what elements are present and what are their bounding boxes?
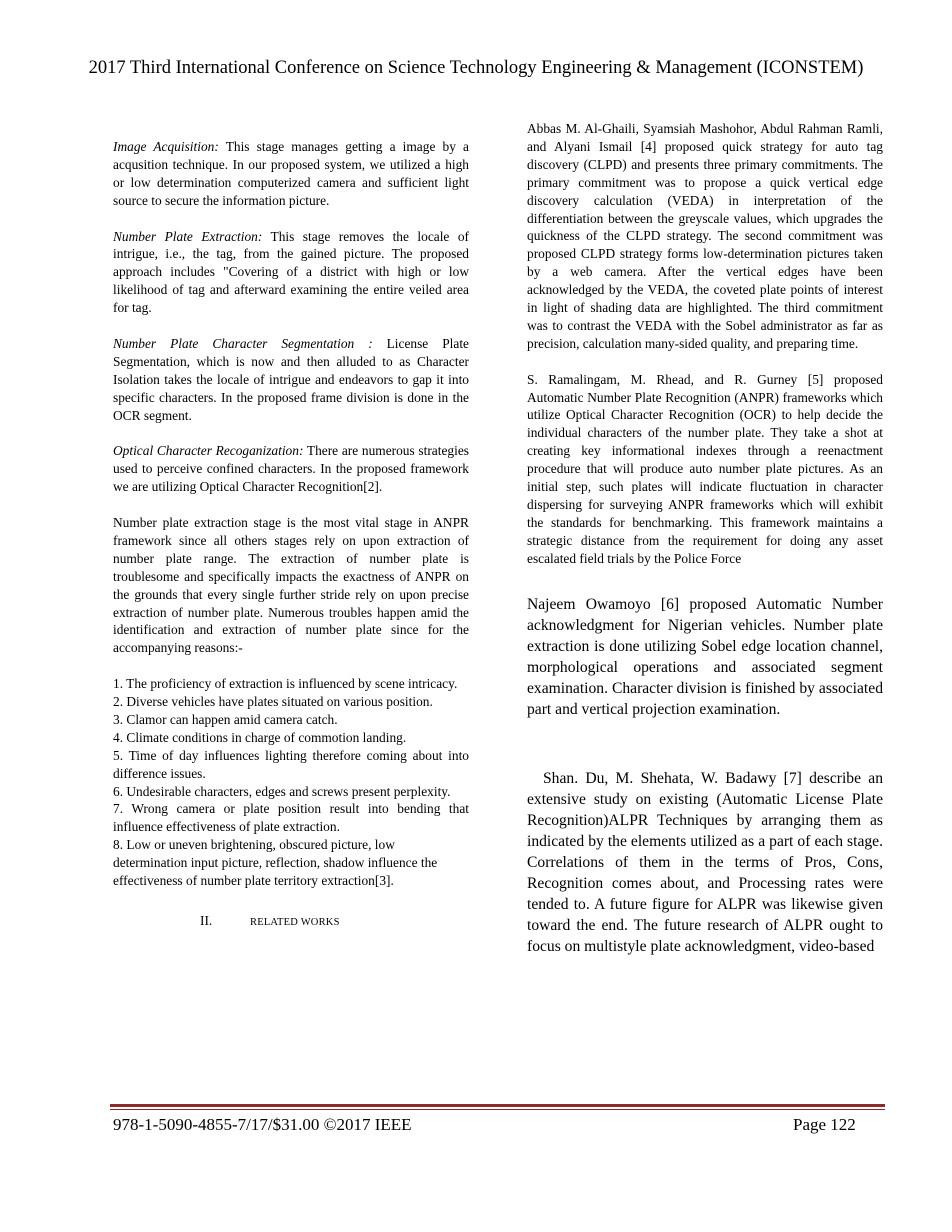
section-number: II. xyxy=(200,912,213,928)
paragraph-text: License Plate Segmentation, which is now and then alluded to as Character Isolation takes the locale of intrigue and endeavors to gap it into specific characters. In the proposed frame division is done in the OCR segment. xyxy=(113,335,469,423)
list-item: 1. The proficiency of extraction is influenced by scene intricacy. xyxy=(113,676,458,692)
paragraph-lead: Image Acquisition: xyxy=(113,139,219,154)
footer-isbn: 978-1-5090-4855-7/17/$31.00 ©2017 IEEE xyxy=(113,1115,412,1134)
section-title: RELATED WORKS xyxy=(250,916,340,928)
paragraph-lead: Number Plate Extraction: xyxy=(113,228,263,244)
right-column xyxy=(527,120,883,957)
list-item: 2. Diverse vehicles have plates situated on various position. xyxy=(113,694,433,710)
section-heading xyxy=(113,912,469,932)
paragraph-du-shehata: Shan. Du, M. Shehata, W. Badawy [7] describe an extensive study on existing (Automatic License Plate Recognition)ALPR Techniques by arranging them as indicated by the elements utilized as a part of each stage. Correlations of them in the terms of Pros, Cons, Recognition comes about, and Processing rates were tended to. A future figure for ALPR was likewise given toward the end. The future research of ALPR ought to focus on multistyle plate acknowledgment, video-based xyxy=(527,769,883,955)
paragraph-character-segmentation xyxy=(113,335,469,425)
paragraph-image-acquisition xyxy=(113,138,469,210)
list-item: 5. Time of day influences lighting therefore coming about into difference issues. xyxy=(113,747,469,781)
list-item: 7. Wrong camera or plate position result into bending that influence effectiveness of plate extraction. xyxy=(113,801,469,835)
paragraph-ramalingam: S. Ramalingam, M. Rhead, and R. Gurney [5] proposed Automatic Number Plate Recognition (ANPR) frameworks which utilize Optical Character Recognition (OCR) to help decide the individual characters of the number plate. They take a shot at creating key informational indexes through a reenactment procedure that will produce auto number plate pictures. As an initial step, such plates will indicate fluctuation in character dispersing for surveying ANPR frameworks which will exhibit the standards for benchmarking. This framework maintains a strategic distance from the requirement for doing any asset escalated field trials by the Police Force xyxy=(527,371,883,566)
page-number: Page 122 xyxy=(793,1115,856,1134)
list-item: 6. Undesirable characters, edges and screws present perplexity. xyxy=(113,783,451,799)
paragraph-text: There are numerous strategies used to perceive confined characters. In the proposed framework we are utilizing Optical Character Recognition[2]. xyxy=(113,443,469,495)
paragraph-lead: Number Plate Character Segmentation : xyxy=(113,335,373,351)
paragraph-owamoyo: Najeem Owamoyo [6] proposed Automatic Number acknowledgment for Nigerian vehicles. Number plate extraction is done utilizing Sobel edge location channel, morphological operations and associated segment examination. Character division is finished by associated part and vertical projection examination. xyxy=(527,595,883,718)
paragraph-text: This stage removes the locale of intrigue, i.e., the tag, from the gained picture. The proposed approach includes "Covering of a district with high or low likelihood of tag and afterward examining the entire veiled area for tag. xyxy=(113,228,469,316)
paragraph-ocr xyxy=(113,442,469,496)
paragraph-extraction-stage: Number plate extraction stage is the most vital stage in ANPR framework since all others stages rely on upon extraction of number plate range. The extraction of number plate is troublesome and specifically impacts the exactness of ANPR on the grounds that every single further stride rely on upon precise extraction of number plate. Numerous troubles happen amid the identification and extraction of number plate since for the accompanying reasons:- xyxy=(113,514,469,656)
list-item: effectiveness of number plate territory extraction[3]. xyxy=(113,873,394,889)
list-item: 4. Climate conditions in charge of commotion landing. xyxy=(113,729,407,745)
paragraph-lead: Optical Character Recoganization: xyxy=(113,443,304,459)
list-item: 8. Low or uneven brightening, obscured picture, low determination input picture, reflection, shadow influence the xyxy=(113,837,438,871)
conference-header: 2017 Third International Conference on Science Technology Engineering & Management (ICONSTEM) xyxy=(88,58,864,78)
list-item: 3. Clamor can happen amid camera catch. xyxy=(113,711,338,727)
paragraph-text: This stage manages getting a image by a acqusition technique. In our proposed system, we utilized a high or low determination computerized camera and sufficient light source to secure the information picture. xyxy=(113,139,469,208)
footer-rule xyxy=(110,1104,885,1107)
paragraph-number-plate-extraction xyxy=(113,228,469,318)
left-column xyxy=(113,138,469,932)
reasons-list xyxy=(113,675,469,890)
paragraph-al-ghaili: Abbas M. Al-Ghaili, Syamsiah Mashohor, Abdul Rahman Ramli, and Alyani Ismail [4] proposed quick strategy for auto tag discovery (CLPD) and presents three primary commitments. The primary commitment was to propose a quick vertical edge discovery calculation (VEDA) in interpretation of the differentiation between the greyscale values, which upgrades the quickness of the CLPD strategy. The second commitment was proposed CLPD strategy forms low-determination pictures taken by a web camera. After the vertical edges have been acknowledged by the VEDA, the coveted plate points of interest in light of shading data are highlighted. The third commitment was to contrast the VEDA with the Sobel administrator as far as precision, calculation many-sided quality, and preparing time. xyxy=(527,121,883,351)
footer-rule-thin xyxy=(110,1109,885,1110)
